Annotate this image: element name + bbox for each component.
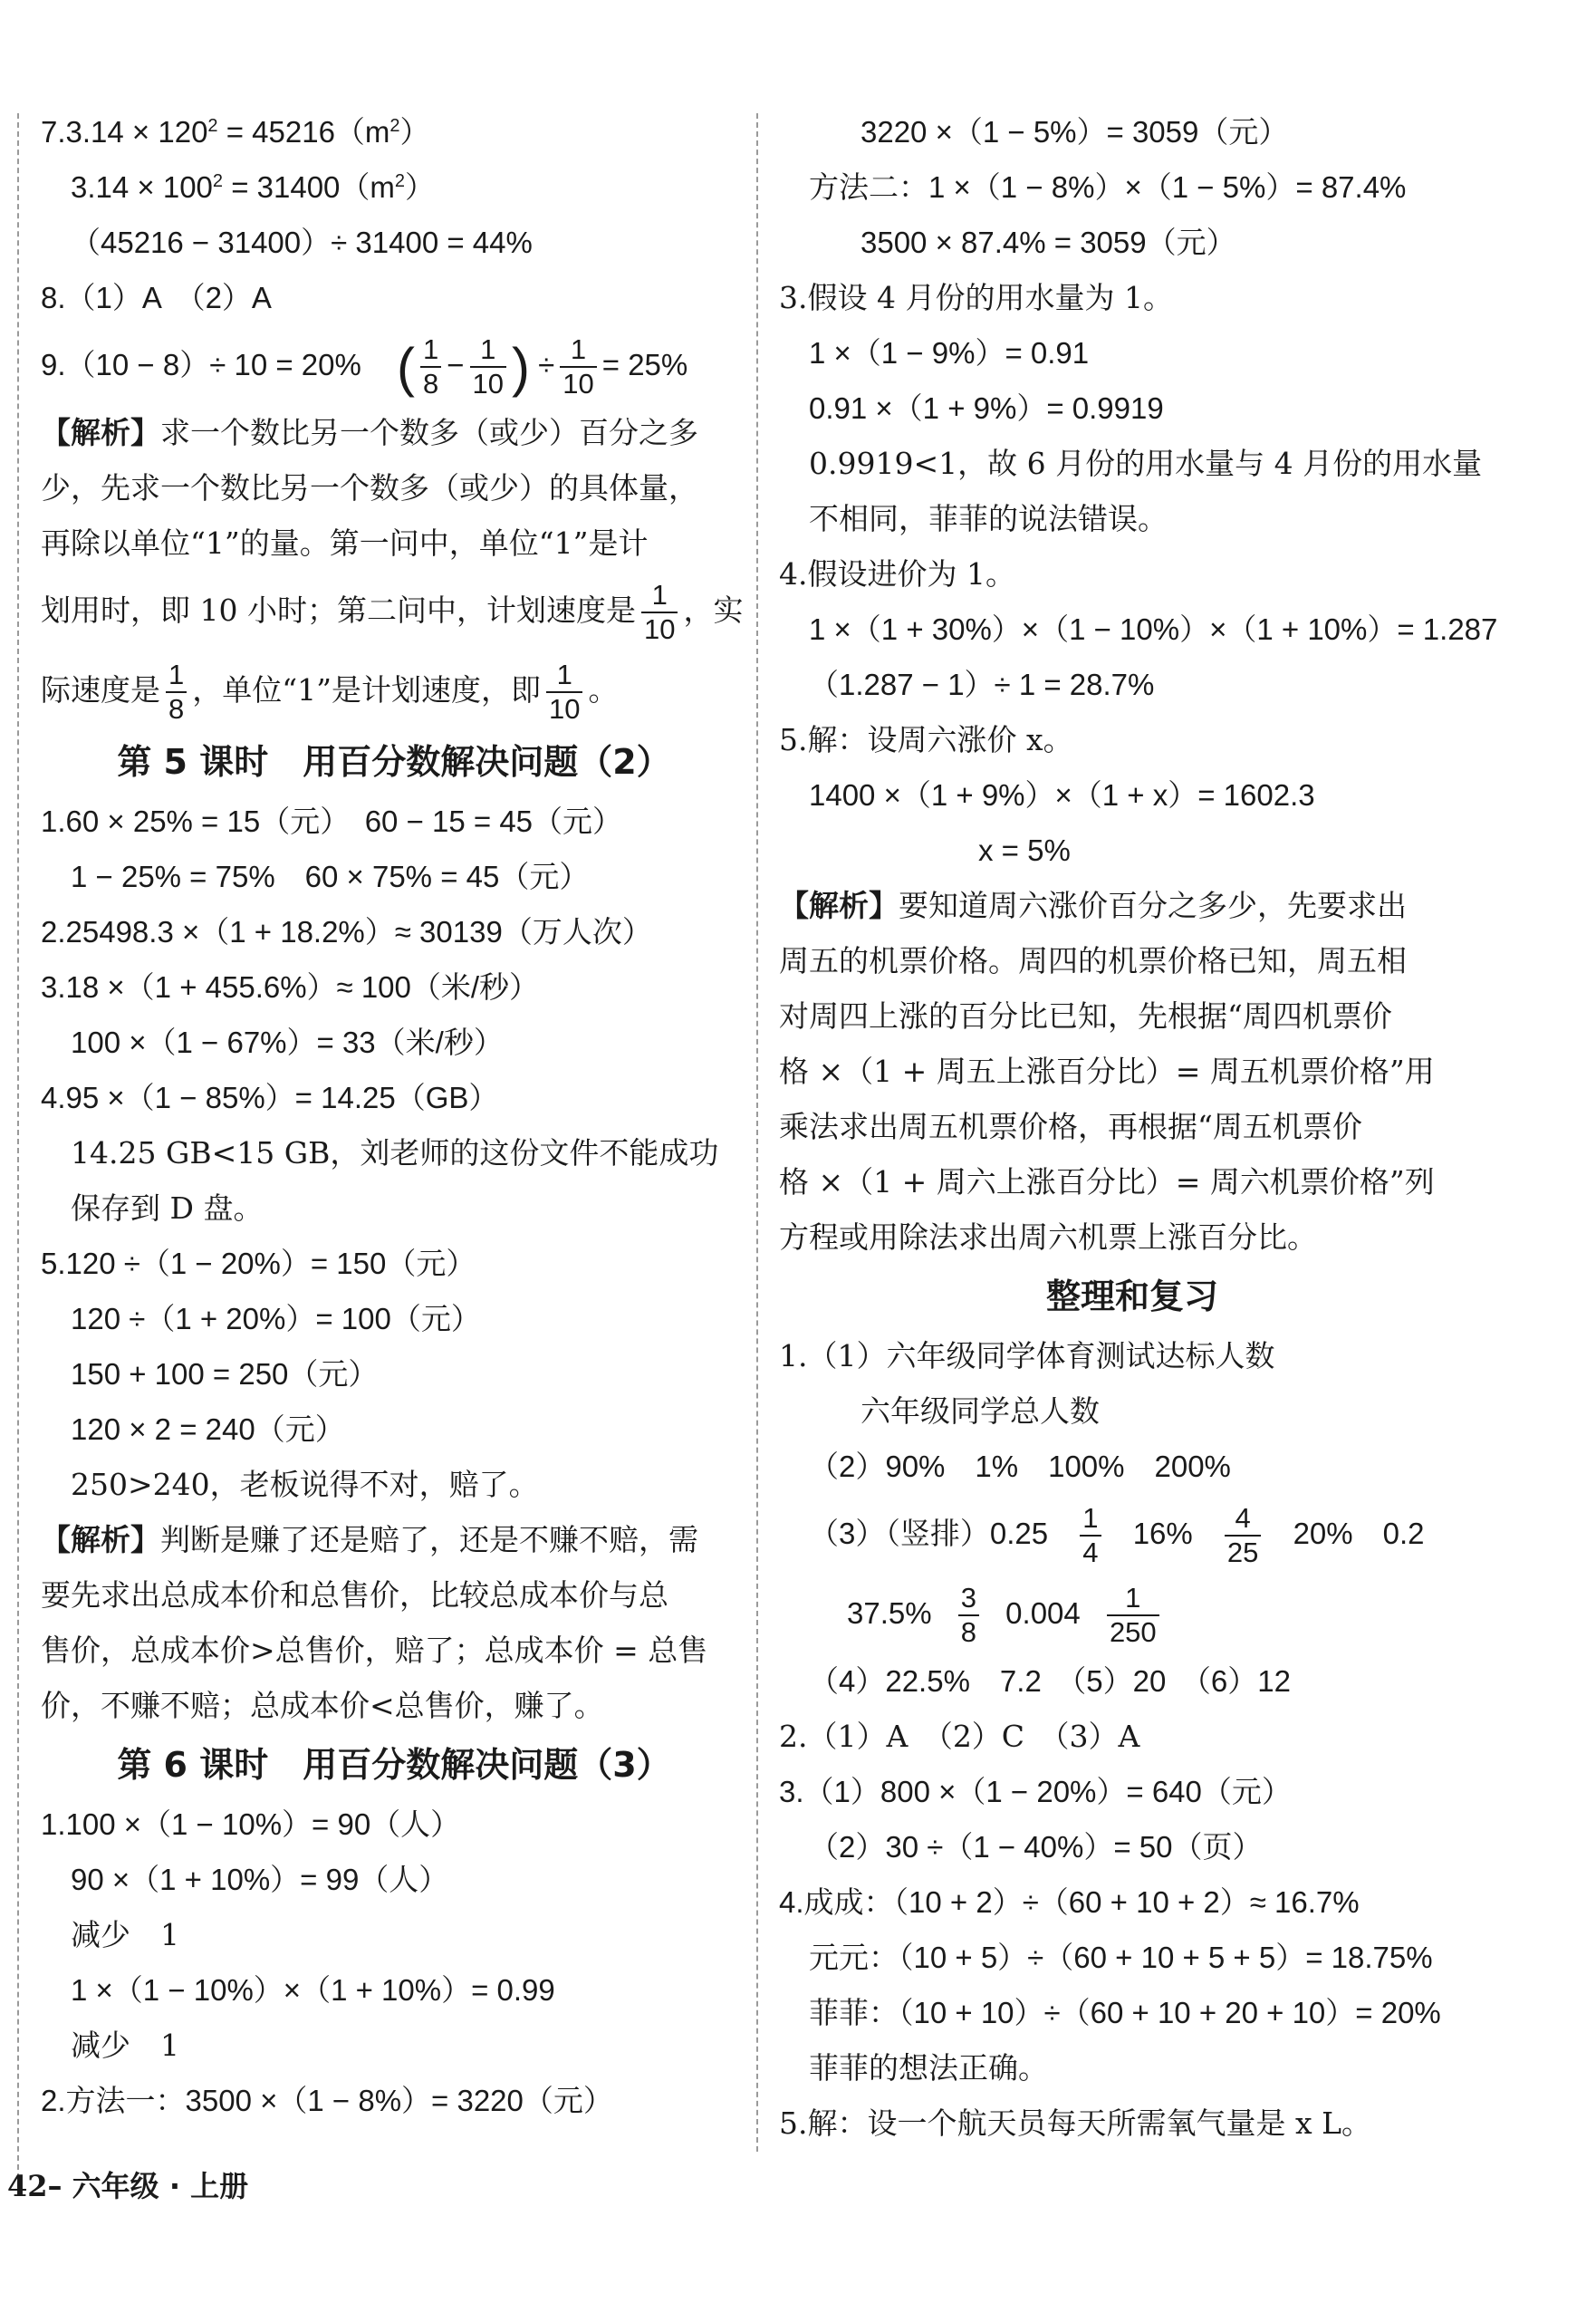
explanation-line: 价，不赚不赔；总成本价<总售价，赚了。 xyxy=(41,1688,604,1723)
book-label: 六年级 · 上册 xyxy=(72,2169,249,2203)
fraction: $\frac{1}{8}$ xyxy=(420,333,441,400)
page-footer: 42– 六年级 · 上册 xyxy=(7,2169,249,2203)
answer-line: 3.（1）800 ×（1 − 20%）= 640（元） xyxy=(779,1775,1292,1808)
answer-line: 不相同，菲菲的说法错误。 xyxy=(809,501,1168,536)
answer-line: 2.（1）A （2）C （3）A xyxy=(779,1719,1140,1754)
answer-line: （1.287 − 1）÷ 1 = 28.7% xyxy=(809,668,1155,701)
answer-line: 90 ×（1 + 10%）= 99（人） xyxy=(71,1863,449,1896)
explanation-line: 再除以单位“1”的量。第一问中，单位“1”是计 xyxy=(41,525,649,561)
answer-line: 2.方法一：3500 ×（1 − 8%）= 3220（元） xyxy=(41,2084,613,2117)
section-heading: 第 6 课时 用百分数解决问题（3） xyxy=(117,1745,671,1785)
answer-line: 方法二：1 ×（1 − 8%）×（1 − 5%）= 87.4% xyxy=(809,170,1407,204)
column-divider xyxy=(17,113,19,2188)
explanation-line: 【解析】求一个数比另一个数多（或少）百分之多 xyxy=(41,415,698,450)
answer-line: 5.解：设周六涨价 x。 xyxy=(779,722,1073,757)
explanation-line: 格 ×（1 + 周六上涨百分比）= 周六机票价格”列 xyxy=(779,1164,1435,1200)
explanation-line: 划用时，即 10 小时；第二问中，计划速度是 $\frac{1}{10}$ ，实 xyxy=(41,579,744,645)
section-heading: 整理和复习 xyxy=(1045,1277,1218,1316)
fraction: $\frac{1}{250}$ xyxy=(1107,1582,1159,1649)
answer-line: 1 ×（1 − 10%）×（1 + 10%）= 0.99 xyxy=(71,1973,555,2007)
answer-line: $3.14 \times 100^2 = 31400(m^2)$ xyxy=(71,170,436,204)
explanation-line: 周五的机票价格。周四的机票价格已知，周五相 xyxy=(779,943,1407,978)
answer-line: （3）（竖排）0.25 $\frac{1}{4}$ 16% $\frac{4}{25}$ 20% 0.2 xyxy=(809,1502,1425,1569)
answer-line: 菲菲：（10 + 10）÷（60 + 10 + 20 + 10）= 20% xyxy=(809,1996,1441,2029)
answer-line: 4.成成：（10 + 2）÷（60 + 10 + 2）≈ 16.7% xyxy=(779,1885,1360,1919)
answer-line: 3220 ×（1 − 5%）= 3059（元） xyxy=(860,115,1289,149)
answer-line: 14.25 GB<15 GB，刘老师的这份文件不能成功 xyxy=(71,1135,719,1171)
answer-line: 3.18 ×（1 + 455.6%）≈ 100（米/秒） xyxy=(41,970,540,1004)
answer-line: 1.60 × 25% = 15（元） 60 − 15 = 45（元） xyxy=(41,805,623,838)
answer-line: 0.9919<1，故 6 月份的用水量与 4 月份的用水量 xyxy=(809,446,1483,481)
answer-line: 4.95 ×（1 − 85%）= 14.25（GB） xyxy=(41,1081,499,1114)
explanation-line: 对周四上涨的百分比已知，先根据“周四机票价 xyxy=(779,998,1392,1034)
answer-line: 3.假设 4 月份的用水量为 1。 xyxy=(779,280,1173,315)
answer-line: 150 + 100 = 250（元） xyxy=(71,1357,379,1391)
explanation-line: 售价，总成本价>总售价，赔了；总成本价 = 总售 xyxy=(41,1633,708,1668)
answer-line: 37.5% $\frac{3}{8}$ 0.004 $\frac{1}{250}$ xyxy=(779,1574,1485,1653)
answer-line: 1400 ×（1 + 9%）×（1 + x）= 1602.3 xyxy=(809,778,1315,812)
explanation-tag: 【解析】 xyxy=(41,415,160,450)
answer-line: 100 ×（1 − 67%）= 33（米/秒） xyxy=(71,1026,504,1059)
answer-line: 保存到 D 盘。 xyxy=(71,1190,264,1226)
right-column xyxy=(779,104,1498,2151)
answer-line: 减少 1 xyxy=(71,2028,179,2063)
answer-line: x = 5% xyxy=(978,833,1071,867)
answer-line: （4）22.5% 7.2 （5）20 （6）12 xyxy=(809,1664,1291,1698)
section-heading: 第 5 课时 用百分数解决问题（2） xyxy=(117,742,671,782)
explanation-line: 际速度是 $\frac{1}{8}$ ，单位“1”是计划速度，即 $\frac{1}{10}$ 。 xyxy=(41,659,619,725)
answer-line: 9.（10 − 8）÷ 10 = 20% ( $\frac{1}{8}$ − $\frac{1}{10}$ ) ÷ $\frac{1}{10}$ = 25% xyxy=(41,333,688,400)
fraction: $\frac{1}{10}$ xyxy=(560,333,596,400)
answer-line: 菲菲的想法正确。 xyxy=(809,2050,1048,2086)
answer-line: 250>240，老板说得不对，赔了。 xyxy=(71,1467,539,1502)
left-column xyxy=(41,104,747,2128)
answer-line: 0.91 ×（1 + 9%）= 0.9919 xyxy=(809,391,1164,425)
explanation-tag: 【解析】 xyxy=(41,1522,160,1557)
answer-line: 2.25498.3 ×（1 + 18.2%）≈ 30139（万人次） xyxy=(41,915,652,949)
answer-line: 8.（1）A （2）A xyxy=(41,281,272,314)
answer-line: （2）90% 1% 100% 200% xyxy=(809,1450,1231,1483)
explanation-line: 要先求出总成本价和总售价，比较总成本价与总 xyxy=(41,1577,668,1613)
answer-line: 1.（1）六年级同学体育测试达标人数 xyxy=(779,1338,1275,1373)
answer-line: 元元：（10 + 5）÷（60 + 10 + 5 + 5）= 18.75% xyxy=(809,1941,1433,1974)
answer-line: 1 ×（1 − 9%）= 0.91 xyxy=(809,336,1090,370)
page-number: 42 xyxy=(7,2169,48,2203)
fraction: $\frac{1}{10}$ xyxy=(641,579,678,646)
answer-line: 六年级同学总人数 xyxy=(860,1393,1100,1429)
answer-line: 1 ×（1 + 30%）×（1 − 10%）×（1 + 10%）= 1.287 xyxy=(809,612,1498,646)
answer-line: 120 × 2 = 240（元） xyxy=(71,1412,345,1446)
explanation-line: 【解析】判断是赚了还是赔了，还是不赚不赔，需 xyxy=(41,1522,698,1557)
answer-line: 5.120 ÷（1 − 20%）= 150（元） xyxy=(41,1247,476,1280)
explanation-line: 格 ×（1 + 周五上涨百分比）= 周五机票价格”用 xyxy=(779,1054,1435,1089)
answer-line: 120 ÷（1 + 20%）= 100（元） xyxy=(71,1302,481,1335)
answer-line: 3500 × 87.4% = 3059（元） xyxy=(860,226,1236,259)
explanation-line: 方程或用除法求出周六机票上涨百分比。 xyxy=(779,1219,1317,1255)
answer-line: 减少 1 xyxy=(71,1917,179,1952)
explanation-line: 少，先求一个数比另一个数多（或少）的具体量， xyxy=(41,470,698,506)
answer-line: 1.100 ×（1 − 10%）= 90（人） xyxy=(41,1807,461,1841)
explanation-line: 乘法求出周五机票价格，再根据“周五机票价 xyxy=(779,1109,1362,1144)
answer-line: （2）30 ÷（1 − 40%）= 50（页） xyxy=(809,1830,1263,1864)
fraction: $\frac{1}{10}$ xyxy=(546,659,582,726)
answer-line: 1 − 25% = 75% 60 × 75% = 45（元） xyxy=(71,860,590,893)
answer-line: $7.3.14 \times 120^2 = 45216(m^2)$ xyxy=(41,115,430,149)
fraction: $\frac{3}{8}$ xyxy=(958,1582,979,1649)
column-divider xyxy=(756,113,758,2152)
explanation-line: 【解析】要知道周六涨价百分之多少，先要求出 xyxy=(779,888,1407,923)
answer-line: 4.假设进价为 1。 xyxy=(779,556,1015,592)
answer-line: 5.解：设一个航天员每天所需氧气量是 x L。 xyxy=(779,2105,1371,2141)
fraction: $\frac{1}{8}$ xyxy=(166,659,187,726)
fraction: $\frac{1}{4}$ xyxy=(1080,1502,1101,1569)
fraction: $\frac{4}{25}$ xyxy=(1225,1502,1261,1569)
fraction: $\frac{1}{10}$ xyxy=(470,333,506,400)
answer-line: （45216 − 31400）÷ 31400 = 44% xyxy=(71,226,533,259)
explanation-tag: 【解析】 xyxy=(779,888,899,923)
